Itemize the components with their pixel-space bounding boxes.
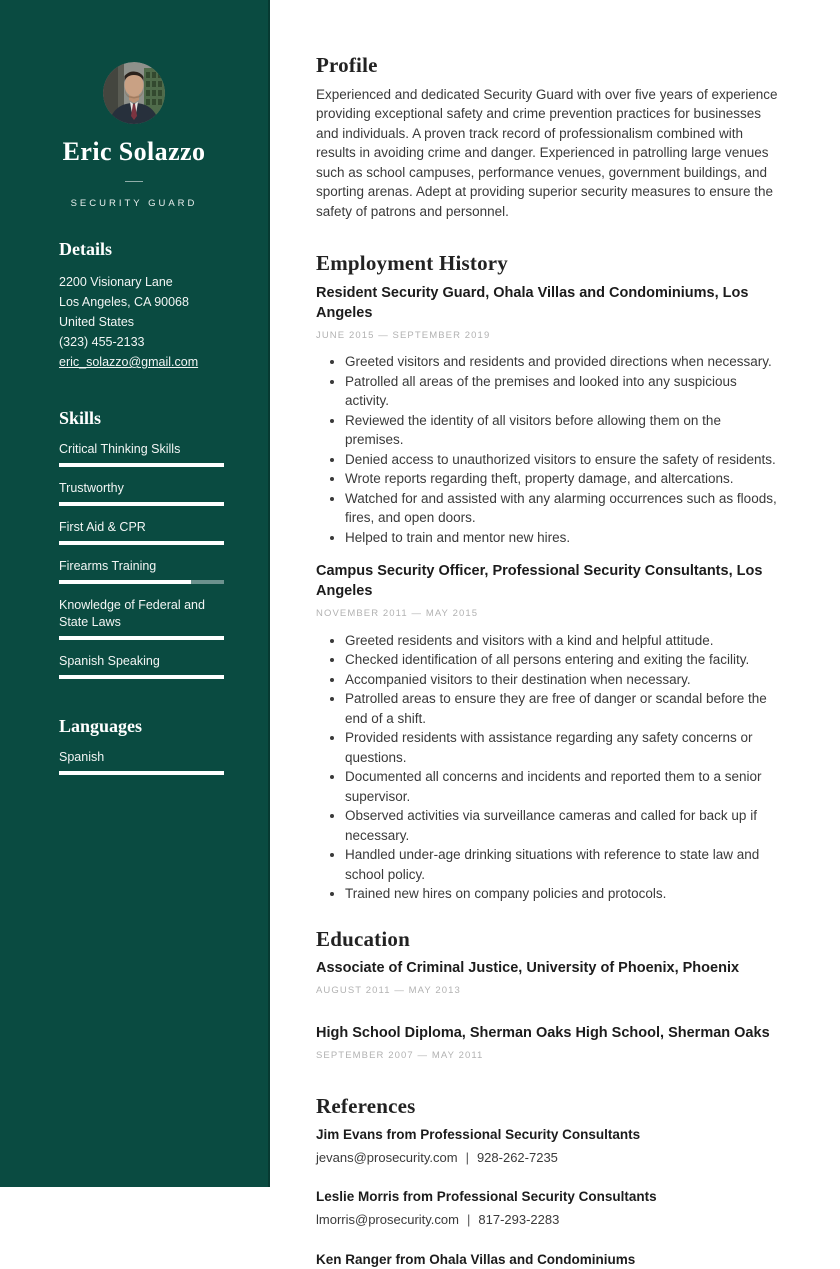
skill-item-bar-fill [59, 541, 224, 545]
skill-item-label: Firearms Training [59, 559, 157, 573]
employment-heading: Employment History [316, 251, 509, 275]
reference-phone: 928-262-7235 [476, 1149, 558, 1165]
language-item-label: Spanish [59, 750, 105, 764]
languages-list [59, 749, 224, 775]
bullet-item: • Provided residents with assistance regarding any safety concerns or questions. [345, 728, 782, 767]
main-content [270, 0, 840, 1267]
skill-item-bar-fill [59, 502, 224, 506]
reference-name: Ken Ranger from Ohala Villas and Condominiums [316, 1251, 636, 1267]
name-divider [125, 181, 143, 182]
references-list [316, 1126, 782, 1269]
skill-item-bar [59, 502, 224, 506]
job-dates: NOVEMBER 2011 — MAY 2015 [316, 608, 479, 619]
details-lines [59, 272, 224, 352]
skill-item-bar-fill [59, 636, 224, 640]
skill-item [59, 441, 224, 467]
bullet-item: • Watched for and assisted with any alarming occurrences such as floods, fires, and open doors. [345, 489, 782, 528]
education-entry [316, 1023, 782, 1066]
education-dates: SEPTEMBER 2007 — MAY 2011 [316, 1049, 484, 1061]
reference-email: lmorris@prosecurity.com [316, 1212, 459, 1227]
language-item-bar [59, 771, 224, 775]
education-section [316, 926, 782, 1066]
reference-email: jevans@prosecurity.com [316, 1149, 458, 1165]
bullet-item: • Greeted visitors and residents and provided directions when necessary. [345, 352, 782, 372]
bullet-item: • Greeted residents and visitors with a kind and helpful attitude. [345, 631, 782, 651]
reference-phone: 817-293-2283 [478, 1212, 560, 1227]
skill-item-bar [59, 580, 224, 584]
email-link[interactable]: eric_solazzo@gmail.com [59, 355, 199, 369]
language-item-bar-fill [59, 771, 224, 775]
reference-separator: | [465, 1149, 469, 1165]
languages-section [0, 716, 268, 775]
job-entry [316, 283, 782, 548]
job-title-line: Resident Security Guard, Ohala Villas and Condominiums, Los Angeles [316, 284, 749, 321]
skill-item-label: Spanish Speaking [59, 654, 160, 668]
detail-line: 2200 Visionary Lane [59, 275, 173, 289]
skill-item-label: Trustworthy [59, 481, 124, 495]
avatar [103, 62, 165, 124]
skill-item-bar [59, 541, 224, 545]
profile-text: Experienced and dedicated Security Guard with over five years of experience providing exceptional safety and crime prevention practices for businesses and individuals. A proven track record of professionalism combined with results in avoiding crime and danger. Experienced in patrolling large venues such as school campuses, performance venues, government buildings, and sporting arenas. Adept at providing superior security measures to ensure the safety of patrons and personnel. [316, 86, 778, 219]
bullet-item: • Accompanied visitors to their destination when necessary. [345, 670, 782, 690]
skill-item-bar [59, 636, 224, 640]
bullet-item: • Denied access to unauthorized visitors to ensure the safety of residents. [345, 450, 782, 470]
reference-contact [316, 1148, 782, 1168]
bullet-item: • Wrote reports regarding theft, property damage, and altercations. [345, 469, 782, 489]
avatar-photo-illustration [103, 62, 165, 124]
skills-heading: Skills [59, 408, 102, 428]
detail-line: (323) 455-2133 [59, 335, 145, 349]
job-title-line: Campus Security Officer, Professional Security Consultants, Los Angeles [316, 563, 763, 599]
job-title: SECURITY GUARD [70, 198, 198, 209]
skills-section [0, 408, 268, 679]
education-entry [316, 958, 782, 1001]
language-item [59, 749, 224, 775]
bullet-item: • Patrolled all areas of the premises and looked into any suspicious activity. [345, 372, 782, 411]
bullet-item: • Reviewed the identity of all visitors before allowing them on the premises. [345, 411, 782, 450]
skill-item-bar-fill [59, 675, 224, 679]
reference-entry [316, 1251, 782, 1269]
skills-list [59, 441, 224, 679]
employment-section [316, 251, 782, 904]
skill-item-bar-fill [59, 463, 224, 467]
reference-name: Jim Evans from Professional Security Consultants [316, 1126, 641, 1142]
job-bullets [316, 631, 782, 904]
details-heading: Details [59, 239, 112, 259]
reference-name: Leslie Morris from Professional Security Consultants [316, 1189, 657, 1204]
languages-heading: Languages [59, 716, 143, 736]
skill-item [59, 653, 224, 679]
reference-entry [316, 1126, 782, 1168]
skill-item-label: First Aid & CPR [59, 520, 146, 534]
bullet-item: • Checked identification of all persons entering and exiting the facility. [345, 650, 782, 670]
person-name: Eric Solazzo [62, 137, 206, 166]
details-section [0, 239, 268, 372]
skill-item [59, 480, 224, 506]
education-title: High School Diploma, Sherman Oaks High School, Sherman Oaks [316, 1024, 770, 1041]
skill-item-bar [59, 675, 224, 679]
references-section [316, 1094, 782, 1269]
skill-item-label: Knowledge of Federal and State Laws [59, 598, 205, 629]
skill-item [59, 519, 224, 545]
education-title: Associate of Criminal Justice, University of Phoenix, Phoenix [316, 960, 740, 976]
references-heading: References [316, 1094, 416, 1118]
detail-line: United States [59, 315, 135, 329]
sidebar [0, 0, 270, 1187]
job-entry [316, 561, 782, 904]
bullet-item: • Documented all concerns and incidents and reported them to a senior supervisor. [345, 767, 782, 806]
reference-separator: | [466, 1212, 471, 1227]
sidebar-header [0, 62, 268, 209]
detail-line: Los Angeles, CA 90068 [59, 295, 189, 309]
education-list [316, 958, 782, 1065]
skill-item [59, 558, 224, 584]
profile-section [316, 53, 782, 221]
skill-item-bar-fill [59, 580, 191, 584]
job-bullets [316, 352, 782, 547]
reference-entry [316, 1188, 782, 1230]
bullet-item: • Patrolled areas to ensure they are free of danger or scandal before the end of a shift. [345, 689, 782, 728]
skill-item-label: Critical Thinking Skills [59, 442, 181, 456]
bullet-item: • Handled under-age drinking situations with reference to state law and school policy. [345, 845, 782, 884]
education-heading: Education [316, 926, 410, 951]
bullet-item: • Trained new hires on company policies and protocols. [345, 884, 782, 904]
education-dates: AUGUST 2011 — MAY 2013 [316, 985, 461, 996]
skill-item-bar [59, 463, 224, 467]
reference-contact [316, 1210, 782, 1230]
profile-heading: Profile [316, 53, 378, 77]
skill-item [59, 597, 224, 640]
bullet-item: • Observed activities via surveillance cameras and called for back up if necessary. [345, 806, 782, 845]
jobs-list [316, 283, 782, 904]
job-dates: JUNE 2015 — SEPTEMBER 2019 [316, 329, 491, 341]
bullet-item: • Helped to train and mentor new hires. [345, 528, 782, 548]
